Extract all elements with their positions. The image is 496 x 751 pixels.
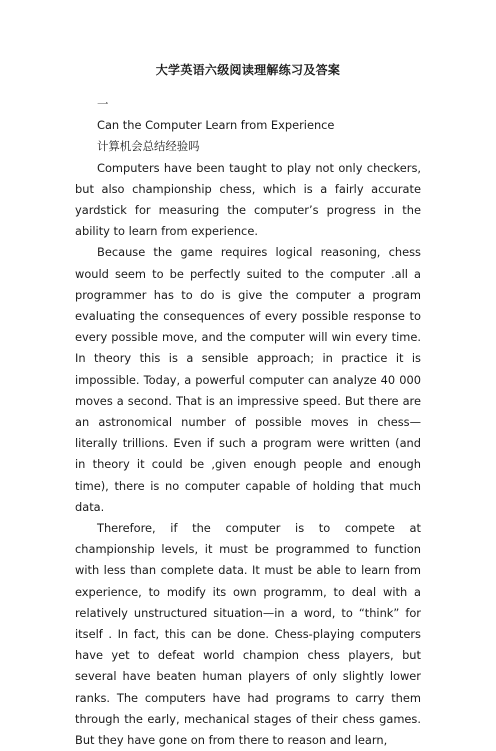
document-body <box>75 94 421 751</box>
paragraph-1: Computers have been taught to play not only checkers, but also championship chess, which is a fairly accurate yardstick for measuring the computer’s progress in the ability to learn from experience. <box>75 160 421 239</box>
section-marker: 一 <box>97 97 109 111</box>
article-heading-cn: 计算机会总结经验吗 <box>97 139 200 154</box>
paragraph-3: Therefore, if the computer is to compete at championship levels, it must be programmed to function with less than complete data. It must be able to learn from experience, to modify its own programm, to deal with a relatively unstructured situation—in a word, to “think” for itself . In fact, this can be done. Chess-playing computers have yet to defeat world champion chess players, but several have beaten human players of only slightly lower ranks. The computers have had programs to carry them through the early, mechanical stages of their chess games. But they have gone on from there to reason and learn, <box>75 521 421 748</box>
paragraph-2: Because the game requires logical reasoning, chess would seem to be perfectly suited to the computer .all a programmer has to do is give the computer a program evaluating the consequences of every possible response to every possible move, and the computer will win every time. In theory this is a sensible approach; in practice it is impossible. Today, a powerful computer can analyze 40 000 moves a second. That is an impressive speed. But there are an astronomical number of possible moves in chess—literally trillions. Even if such a program were written (and in theory it could be ,given enough people and enough time), there is no computer capable of holding that much data. <box>75 245 421 514</box>
document-title: 大学英语六级阅读理解练习及答案 <box>155 63 341 77</box>
article-heading-en: Can the Computer Learn from Experience <box>97 118 335 133</box>
